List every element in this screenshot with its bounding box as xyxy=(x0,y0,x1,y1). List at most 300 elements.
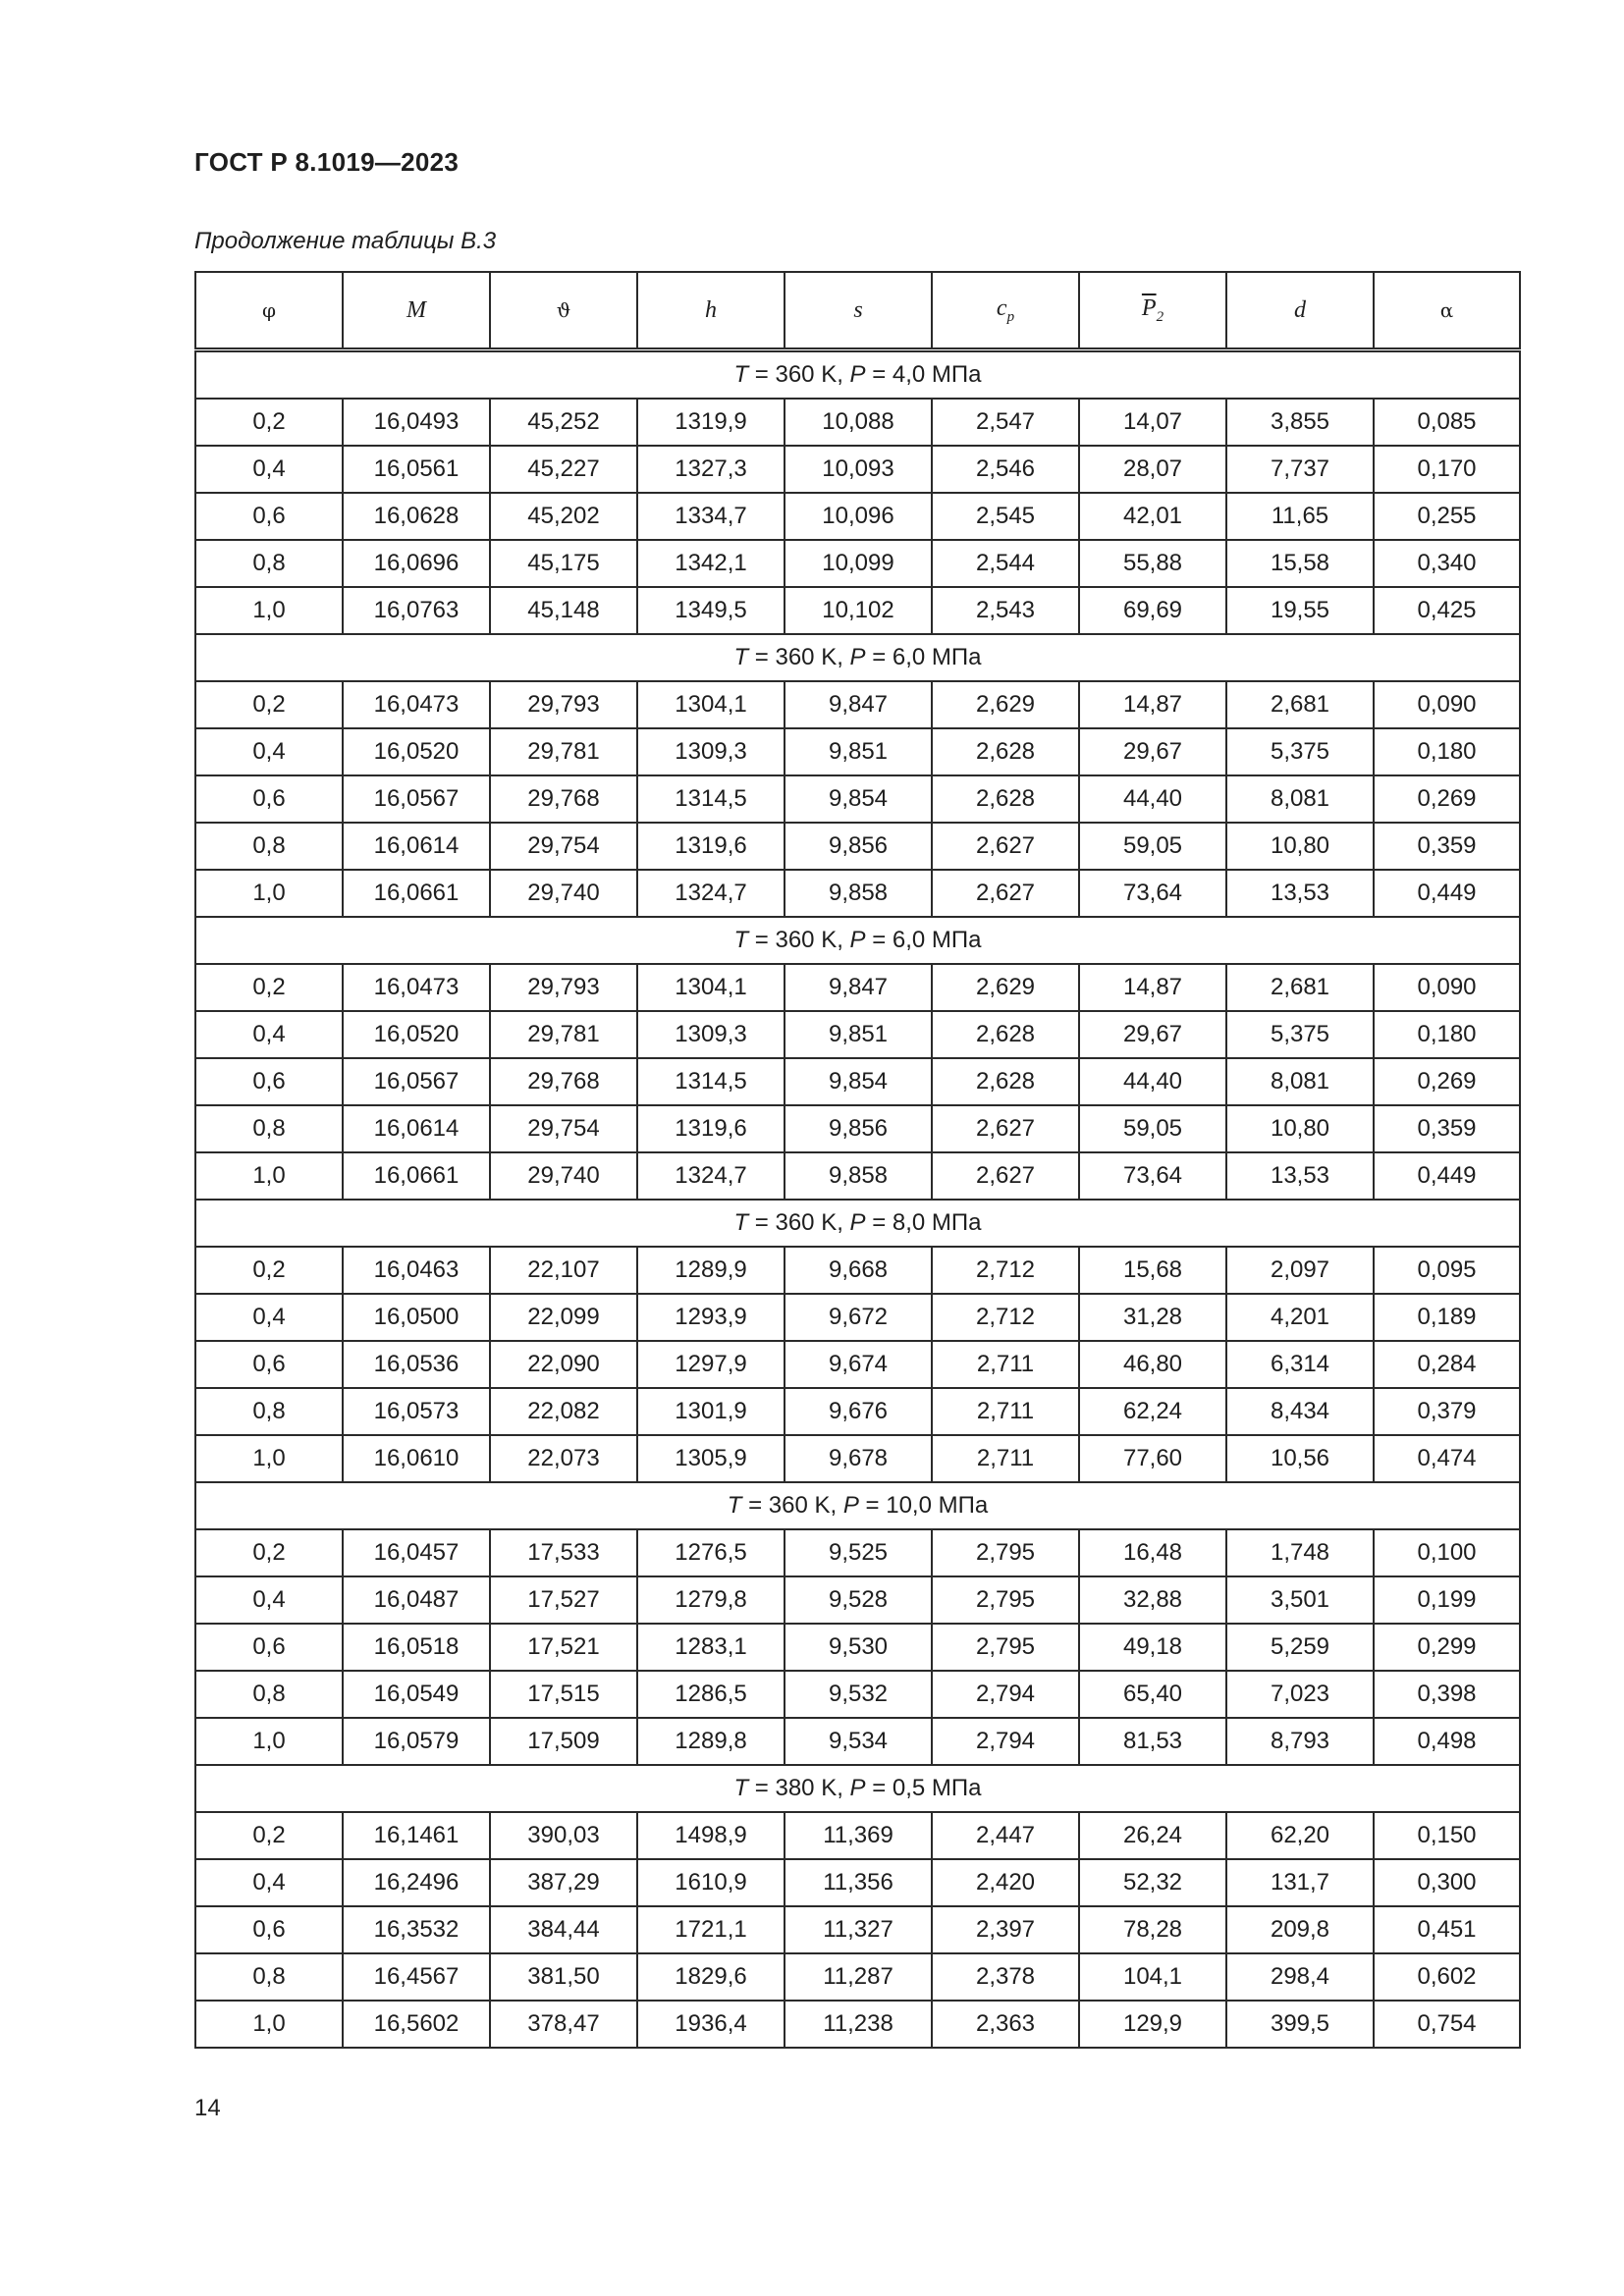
table-cell: 16,0549 xyxy=(343,1671,490,1718)
table-cell: 5,259 xyxy=(1226,1624,1374,1671)
condition-part: P xyxy=(849,1775,866,1801)
table-cell: 28,07 xyxy=(1079,446,1226,493)
table-cell: 9,530 xyxy=(785,1624,932,1671)
table-row xyxy=(195,1671,1520,1718)
table-cell: 10,096 xyxy=(785,493,932,540)
table-cell: 11,65 xyxy=(1226,493,1374,540)
table-cell: 13,53 xyxy=(1226,1152,1374,1200)
col-header-phi: φ xyxy=(195,272,343,350)
table-cell: 29,67 xyxy=(1079,728,1226,775)
table-cell: 1936,4 xyxy=(637,2001,785,2048)
table-cell: 14,07 xyxy=(1079,399,1226,446)
table-cell: 1314,5 xyxy=(637,1058,785,1105)
data-table xyxy=(194,271,1521,2049)
table-cell: 1309,3 xyxy=(637,1011,785,1058)
table-row xyxy=(195,493,1520,540)
col-header-cp xyxy=(932,272,1079,350)
table-cell: 384,44 xyxy=(490,1906,637,1953)
table-cell: 15,58 xyxy=(1226,540,1374,587)
table-cell: 1279,8 xyxy=(637,1576,785,1624)
table-cell: 45,227 xyxy=(490,446,637,493)
table-cell: 0,8 xyxy=(195,1953,343,2001)
condition-part: T xyxy=(727,1492,742,1519)
table-cell: 0,8 xyxy=(195,823,343,870)
table-cell: 0,2 xyxy=(195,1812,343,1859)
table-cell: 9,856 xyxy=(785,1105,932,1152)
table-cell: 2,795 xyxy=(932,1576,1079,1624)
table-cell: 2,397 xyxy=(932,1906,1079,1953)
table-cell: 10,088 xyxy=(785,399,932,446)
table-cell: 11,369 xyxy=(785,1812,932,1859)
table-cell: 0,085 xyxy=(1374,399,1520,446)
table-row xyxy=(195,1152,1520,1200)
table-row xyxy=(195,1859,1520,1906)
table-cell: 2,363 xyxy=(932,2001,1079,2048)
table-row xyxy=(195,964,1520,1011)
table-cell: 1,0 xyxy=(195,587,343,634)
table-cell: 2,628 xyxy=(932,728,1079,775)
table-cell: 399,5 xyxy=(1226,2001,1374,2048)
table-cell: 0,100 xyxy=(1374,1529,1520,1576)
group-header-row xyxy=(195,634,1520,681)
table-cell: 16,4567 xyxy=(343,1953,490,2001)
table-cell: 1304,1 xyxy=(637,681,785,728)
table-cell: 29,793 xyxy=(490,681,637,728)
table-cell: 0,449 xyxy=(1374,870,1520,917)
table-cell: 16,0763 xyxy=(343,587,490,634)
table-cell: 1304,1 xyxy=(637,964,785,1011)
condition-part: = 10,0 МПа xyxy=(858,1492,989,1519)
p2-symbol: $\overline{P}$ xyxy=(1141,294,1157,321)
p2-subscript: 2 xyxy=(1156,308,1164,325)
table-cell: 2,681 xyxy=(1226,681,1374,728)
table-cell: 0,359 xyxy=(1374,1105,1520,1152)
table-cell: 0,180 xyxy=(1374,1011,1520,1058)
table-cell: 3,855 xyxy=(1226,399,1374,446)
table-cell: 2,627 xyxy=(932,823,1079,870)
group-condition-label xyxy=(195,917,1520,964)
table-cell: 8,081 xyxy=(1226,775,1374,823)
table-cell: 29,740 xyxy=(490,870,637,917)
table-row xyxy=(195,1247,1520,1294)
table-cell: 9,678 xyxy=(785,1435,932,1482)
table-cell: 1289,8 xyxy=(637,1718,785,1765)
table-header-row xyxy=(195,272,1520,350)
table-cell: 26,24 xyxy=(1079,1812,1226,1859)
table-cell: 2,544 xyxy=(932,540,1079,587)
table-row xyxy=(195,681,1520,728)
condition-part: P xyxy=(849,927,866,953)
table-cell: 1305,9 xyxy=(637,1435,785,1482)
table-cell: 29,67 xyxy=(1079,1011,1226,1058)
table-cell: 1,0 xyxy=(195,1435,343,1482)
table-cell: 2,795 xyxy=(932,1624,1079,1671)
table-cell: 2,629 xyxy=(932,681,1079,728)
table-cell: 1286,5 xyxy=(637,1671,785,1718)
table-cell: 0,2 xyxy=(195,681,343,728)
table-cell: 1829,6 xyxy=(637,1953,785,2001)
table-cell: 0,150 xyxy=(1374,1812,1520,1859)
table-cell: 16,0614 xyxy=(343,1105,490,1152)
table-cell: 52,32 xyxy=(1079,1859,1226,1906)
table-cell: 2,711 xyxy=(932,1388,1079,1435)
table-cell: 65,40 xyxy=(1079,1671,1226,1718)
table-cell: 45,202 xyxy=(490,493,637,540)
table-cell: 0,090 xyxy=(1374,964,1520,1011)
table-cell: 1319,6 xyxy=(637,823,785,870)
table-cell: 45,175 xyxy=(490,540,637,587)
table-cell: 4,201 xyxy=(1226,1294,1374,1341)
condition-part: = 360 K, xyxy=(748,644,850,670)
table-cell: 9,676 xyxy=(785,1388,932,1435)
table-cell: 0,379 xyxy=(1374,1388,1520,1435)
table-cell: 2,712 xyxy=(932,1247,1079,1294)
table-cell: 17,509 xyxy=(490,1718,637,1765)
table-cell: 9,858 xyxy=(785,1152,932,1200)
table-cell: 10,093 xyxy=(785,446,932,493)
table-cell: 78,28 xyxy=(1079,1906,1226,1953)
table-cell: 390,03 xyxy=(490,1812,637,1859)
table-row xyxy=(195,1953,1520,2001)
table-cell: 0,269 xyxy=(1374,775,1520,823)
table-cell: 129,9 xyxy=(1079,2001,1226,2048)
table-cell: 8,434 xyxy=(1226,1388,1374,1435)
table-cell: 9,528 xyxy=(785,1576,932,1624)
table-cell: 387,29 xyxy=(490,1859,637,1906)
table-cell: 17,527 xyxy=(490,1576,637,1624)
table-cell: 29,781 xyxy=(490,1011,637,1058)
table-cell: 22,082 xyxy=(490,1388,637,1435)
table-cell: 1301,9 xyxy=(637,1388,785,1435)
table-cell: 0,170 xyxy=(1374,446,1520,493)
table-cell: 2,711 xyxy=(932,1435,1079,1482)
table-cell: 5,375 xyxy=(1226,1011,1374,1058)
table-cell: 1,0 xyxy=(195,870,343,917)
table-cell: 0,284 xyxy=(1374,1341,1520,1388)
table-cell: 1342,1 xyxy=(637,540,785,587)
table-cell: 2,681 xyxy=(1226,964,1374,1011)
table-cell: 2,546 xyxy=(932,446,1079,493)
table-cell: 0,6 xyxy=(195,775,343,823)
table-cell: 10,099 xyxy=(785,540,932,587)
table-cell: 0,474 xyxy=(1374,1435,1520,1482)
table-cell: 44,40 xyxy=(1079,775,1226,823)
table-cell: 73,64 xyxy=(1079,870,1226,917)
table-cell: 0,425 xyxy=(1374,587,1520,634)
table-cell: 16,0493 xyxy=(343,399,490,446)
table-cell: 1610,9 xyxy=(637,1859,785,1906)
col-header-alpha: α xyxy=(1374,272,1520,350)
table-cell: 8,081 xyxy=(1226,1058,1374,1105)
table-cell: 11,327 xyxy=(785,1906,932,1953)
table-row xyxy=(195,1529,1520,1576)
table-cell: 29,740 xyxy=(490,1152,637,1200)
table-cell: 17,515 xyxy=(490,1671,637,1718)
table-cell: 42,01 xyxy=(1079,493,1226,540)
table-cell: 1721,1 xyxy=(637,1906,785,1953)
table-cell: 0,6 xyxy=(195,1624,343,1671)
table-cell: 0,255 xyxy=(1374,493,1520,540)
table-cell: 0,602 xyxy=(1374,1953,1520,2001)
condition-part: = 380 K, xyxy=(748,1775,850,1801)
condition-part: T xyxy=(733,927,749,953)
table-cell: 16,0579 xyxy=(343,1718,490,1765)
group-condition-label xyxy=(195,350,1520,400)
table-cell: 0,4 xyxy=(195,1011,343,1058)
group-header-row xyxy=(195,917,1520,964)
condition-part: T xyxy=(733,1209,749,1236)
table-cell: 49,18 xyxy=(1079,1624,1226,1671)
table-row xyxy=(195,1388,1520,1435)
table-cell: 1283,1 xyxy=(637,1624,785,1671)
condition-part: = 360 K, xyxy=(748,1209,850,1236)
cp-symbol: c xyxy=(996,294,1007,321)
table-row xyxy=(195,2001,1520,2048)
table-cell: 17,533 xyxy=(490,1529,637,1576)
table-cell: 0,269 xyxy=(1374,1058,1520,1105)
table-cell: 2,545 xyxy=(932,493,1079,540)
table-cell: 31,28 xyxy=(1079,1294,1226,1341)
table-cell: 16,0661 xyxy=(343,1152,490,1200)
table-row xyxy=(195,1624,1520,1671)
table-cell: 16,48 xyxy=(1079,1529,1226,1576)
table-cell: 16,2496 xyxy=(343,1859,490,1906)
table-cell: 1349,5 xyxy=(637,587,785,634)
table-cell: 32,88 xyxy=(1079,1576,1226,1624)
table-cell: 9,856 xyxy=(785,823,932,870)
table-cell: 9,532 xyxy=(785,1671,932,1718)
table-cell: 9,851 xyxy=(785,728,932,775)
col-header-s: s xyxy=(785,272,932,350)
col-header-M: M xyxy=(343,272,490,350)
condition-part: = 6,0 МПа xyxy=(865,644,982,670)
table-cell: 1,0 xyxy=(195,1152,343,1200)
table-cell: 378,47 xyxy=(490,2001,637,2048)
table-row xyxy=(195,1058,1520,1105)
table-cell: 19,55 xyxy=(1226,587,1374,634)
table-cell: 0,095 xyxy=(1374,1247,1520,1294)
col-header-p2 xyxy=(1079,272,1226,350)
table-cell: 1,0 xyxy=(195,1718,343,1765)
table-cell: 16,0473 xyxy=(343,681,490,728)
table-cell: 2,420 xyxy=(932,1859,1079,1906)
table-cell: 2,711 xyxy=(932,1341,1079,1388)
table-cell: 2,712 xyxy=(932,1294,1079,1341)
table-cell: 16,0614 xyxy=(343,823,490,870)
table-cell: 2,627 xyxy=(932,1105,1079,1152)
table-cell: 7,737 xyxy=(1226,446,1374,493)
table-cell: 1289,9 xyxy=(637,1247,785,1294)
group-header-row xyxy=(195,1200,1520,1247)
group-condition-label xyxy=(195,1482,1520,1529)
table-row xyxy=(195,775,1520,823)
table-cell: 11,287 xyxy=(785,1953,932,2001)
table-row xyxy=(195,1906,1520,1953)
table-cell: 0,2 xyxy=(195,1529,343,1576)
table-cell: 0,4 xyxy=(195,1576,343,1624)
table-cell: 9,847 xyxy=(785,964,932,1011)
condition-part: = 360 K, xyxy=(741,1492,843,1519)
table-cell: 16,0520 xyxy=(343,728,490,775)
group-header-row xyxy=(195,1482,1520,1529)
col-header-d: d xyxy=(1226,272,1374,350)
table-cell: 0,299 xyxy=(1374,1624,1520,1671)
table-cell: 14,87 xyxy=(1079,681,1226,728)
table-row xyxy=(195,1435,1520,1482)
table-cell: 2,378 xyxy=(932,1953,1079,2001)
table-cell: 2,628 xyxy=(932,1011,1079,1058)
table-cell: 59,05 xyxy=(1079,1105,1226,1152)
table-cell: 16,0487 xyxy=(343,1576,490,1624)
table-cell: 209,8 xyxy=(1226,1906,1374,1953)
table-cell: 0,6 xyxy=(195,1341,343,1388)
condition-part: P xyxy=(842,1492,859,1519)
condition-part: = 360 K, xyxy=(748,927,850,953)
table-cell: 29,754 xyxy=(490,823,637,870)
table-cell: 14,87 xyxy=(1079,964,1226,1011)
table-cell: 6,314 xyxy=(1226,1341,1374,1388)
table-cell: 62,24 xyxy=(1079,1388,1226,1435)
page-number: 14 xyxy=(194,2095,221,2121)
table-cell: 10,80 xyxy=(1226,1105,1374,1152)
table-cell: 0,300 xyxy=(1374,1859,1520,1906)
table-cell: 0,340 xyxy=(1374,540,1520,587)
table-row xyxy=(195,587,1520,634)
table-cell: 46,80 xyxy=(1079,1341,1226,1388)
table-cell: 0,2 xyxy=(195,964,343,1011)
table-cell: 131,7 xyxy=(1226,1859,1374,1906)
table-cell: 0,6 xyxy=(195,1906,343,1953)
table-cell: 2,097 xyxy=(1226,1247,1374,1294)
table-cell: 2,628 xyxy=(932,1058,1079,1105)
table-cell: 16,3532 xyxy=(343,1906,490,1953)
table-cell: 0,6 xyxy=(195,493,343,540)
table-cell: 0,180 xyxy=(1374,728,1520,775)
table-cell: 1276,5 xyxy=(637,1529,785,1576)
group-condition-label xyxy=(195,1765,1520,1812)
table-cell: 45,148 xyxy=(490,587,637,634)
table-cell: 9,858 xyxy=(785,870,932,917)
cp-subscript: p xyxy=(1006,308,1015,325)
table-cell: 0,398 xyxy=(1374,1671,1520,1718)
table-cell: 16,0561 xyxy=(343,446,490,493)
group-header-row xyxy=(195,1765,1520,1812)
table-cell: 1324,7 xyxy=(637,1152,785,1200)
table-row xyxy=(195,1294,1520,1341)
table-cell: 44,40 xyxy=(1079,1058,1226,1105)
table-row xyxy=(195,1105,1520,1152)
table-cell: 2,795 xyxy=(932,1529,1079,1576)
table-cell: 16,1461 xyxy=(343,1812,490,1859)
condition-part: = 4,0 МПа xyxy=(865,361,982,388)
table-cell: 9,854 xyxy=(785,1058,932,1105)
table-cell: 0,6 xyxy=(195,1058,343,1105)
table-cell: 16,0500 xyxy=(343,1294,490,1341)
table-cell: 62,20 xyxy=(1226,1812,1374,1859)
table-cell: 16,0473 xyxy=(343,964,490,1011)
table-cell: 16,0628 xyxy=(343,493,490,540)
table-cell: 16,0536 xyxy=(343,1341,490,1388)
table-cell: 10,102 xyxy=(785,587,932,634)
group-condition-label xyxy=(195,1200,1520,1247)
table-cell: 5,375 xyxy=(1226,728,1374,775)
table-cell: 9,851 xyxy=(785,1011,932,1058)
table-cell: 0,189 xyxy=(1374,1294,1520,1341)
table-cell: 0,4 xyxy=(195,728,343,775)
table-cell: 16,0661 xyxy=(343,870,490,917)
table-cell: 29,793 xyxy=(490,964,637,1011)
table-cell: 10,80 xyxy=(1226,823,1374,870)
table-cell: 15,68 xyxy=(1079,1247,1226,1294)
table-cell: 0,449 xyxy=(1374,1152,1520,1200)
table-cell: 3,501 xyxy=(1226,1576,1374,1624)
table-cell: 8,793 xyxy=(1226,1718,1374,1765)
table-cell: 16,0520 xyxy=(343,1011,490,1058)
table-cell: 1334,7 xyxy=(637,493,785,540)
table-cell: 0,498 xyxy=(1374,1718,1520,1765)
table-cell: 9,672 xyxy=(785,1294,932,1341)
table-cell: 2,447 xyxy=(932,1812,1079,1859)
group-condition-label xyxy=(195,634,1520,681)
table-cell: 22,107 xyxy=(490,1247,637,1294)
table-cell: 22,090 xyxy=(490,1341,637,1388)
table-cell: 16,0567 xyxy=(343,775,490,823)
table-cell: 45,252 xyxy=(490,399,637,446)
table-cell: 22,073 xyxy=(490,1435,637,1482)
table-cell: 9,847 xyxy=(785,681,932,728)
table-row xyxy=(195,1812,1520,1859)
table-cell: 10,56 xyxy=(1226,1435,1374,1482)
table-caption: Продолжение таблицы В.3 xyxy=(194,228,497,254)
table-cell: 7,023 xyxy=(1226,1671,1374,1718)
condition-part: T xyxy=(733,644,749,670)
table-cell: 1319,6 xyxy=(637,1105,785,1152)
table-cell: 73,64 xyxy=(1079,1152,1226,1200)
table-row xyxy=(195,1341,1520,1388)
table-cell: 55,88 xyxy=(1079,540,1226,587)
table-row xyxy=(195,446,1520,493)
table-cell: 11,356 xyxy=(785,1859,932,1906)
table-cell: 1327,3 xyxy=(637,446,785,493)
condition-part: T xyxy=(733,361,749,388)
table-cell: 13,53 xyxy=(1226,870,1374,917)
table-cell: 1,748 xyxy=(1226,1529,1374,1576)
table-cell: 77,60 xyxy=(1079,1435,1226,1482)
table-cell: 1293,9 xyxy=(637,1294,785,1341)
table-cell: 16,0573 xyxy=(343,1388,490,1435)
table-row xyxy=(195,1718,1520,1765)
table-cell: 2,629 xyxy=(932,964,1079,1011)
table-row xyxy=(195,540,1520,587)
table-cell: 9,668 xyxy=(785,1247,932,1294)
table-cell: 2,794 xyxy=(932,1671,1079,1718)
condition-part: = 6,0 МПа xyxy=(865,927,982,953)
table-cell: 298,4 xyxy=(1226,1953,1374,2001)
table-cell: 0,4 xyxy=(195,1294,343,1341)
table-cell: 16,0457 xyxy=(343,1529,490,1576)
table-cell: 2,627 xyxy=(932,870,1079,917)
table-cell: 0,4 xyxy=(195,446,343,493)
table-cell: 1,0 xyxy=(195,2001,343,2048)
table-cell: 381,50 xyxy=(490,1953,637,2001)
table-row xyxy=(195,728,1520,775)
table-cell: 2,628 xyxy=(932,775,1079,823)
table-cell: 0,8 xyxy=(195,1105,343,1152)
table-cell: 29,768 xyxy=(490,775,637,823)
table-cell: 1324,7 xyxy=(637,870,785,917)
table-cell: 0,451 xyxy=(1374,1906,1520,1953)
condition-part: = 360 K, xyxy=(748,361,850,388)
